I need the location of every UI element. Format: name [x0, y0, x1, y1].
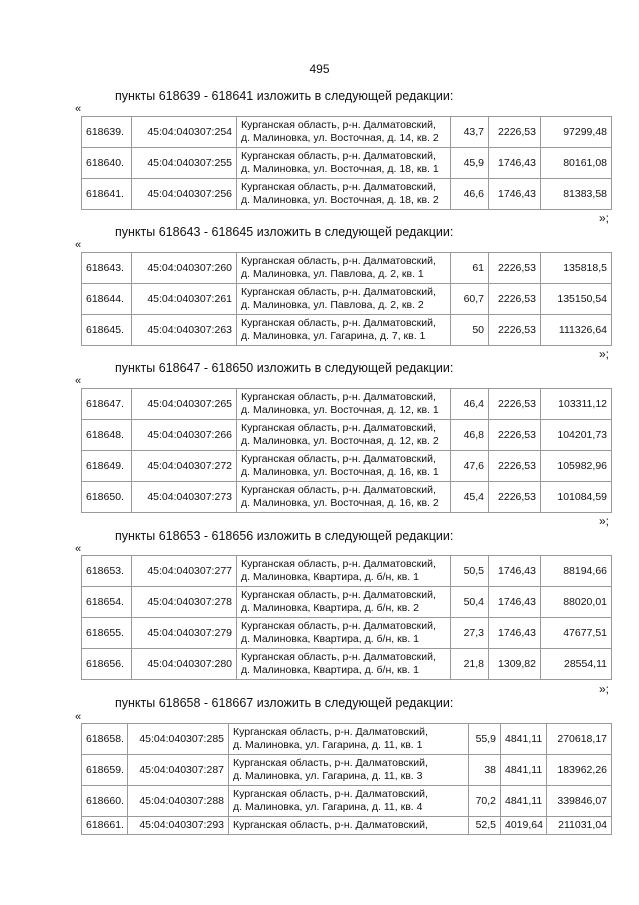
area: 21,8 — [451, 649, 489, 680]
item-number: 618660. — [82, 786, 128, 817]
rate: 1746,43 — [489, 587, 541, 618]
cost: 80161,08 — [541, 148, 612, 179]
cadastral-number: 45:04:040307:285 — [128, 724, 229, 755]
close-quote: »; — [598, 682, 609, 696]
address-line-1: Курганская область, р-н. Далматовский, — [241, 181, 436, 193]
address — [229, 786, 469, 817]
area: 55,9 — [469, 724, 501, 755]
cadastral-number: 45:04:040307:263 — [132, 315, 237, 346]
address-line-1: Курганская область, р-н. Далматовский, — [233, 757, 428, 769]
section-intro: пункты 618639 - 618641 изложить в следующей редакции: — [115, 89, 454, 103]
address-line-2: д. Малиновка, ул. Восточная, д. 18, кв. 1 — [241, 163, 439, 175]
table-row — [82, 420, 612, 451]
address — [229, 724, 469, 755]
table-row — [82, 786, 612, 817]
cost: 81383,58 — [541, 179, 612, 210]
amendment-table — [81, 252, 612, 346]
address-line-2: д. Малиновка, ул. Гагарина, д. 11, кв. 3 — [233, 770, 423, 782]
address-line-1: Курганская область, р-н. Далматовский, — [241, 620, 436, 632]
address-line-1: Курганская область, р-н. Далматовский, — [241, 453, 436, 465]
amendment-table — [81, 723, 612, 835]
area: 46,4 — [451, 389, 489, 420]
table-row — [82, 315, 612, 346]
section-intro: пункты 618643 - 618645 изложить в следующей редакции: — [115, 225, 454, 239]
area: 46,6 — [451, 179, 489, 210]
address-line-1: Курганская область, р-н. Далматовский, — [241, 317, 436, 329]
address-line-2: д. Малиновка, ул. Гагарина, д. 11, кв. 4 — [233, 801, 423, 813]
open-quote: « — [75, 375, 82, 387]
address-line-1: Курганская область, р-н. Далматовский, — [233, 819, 428, 831]
rate: 4019,64 — [501, 817, 547, 835]
address-line-1: Курганская область, р-н. Далматовский, — [241, 286, 436, 298]
address — [237, 556, 451, 587]
area: 47,6 — [451, 451, 489, 482]
cadastral-number: 45:04:040307:272 — [132, 451, 237, 482]
address-line-2: д. Малиновка, ул. Восточная, д. 12, кв. 2 — [241, 435, 439, 447]
rate: 2226,53 — [489, 420, 541, 451]
item-number: 618647. — [82, 389, 132, 420]
address-line-2: д. Малиновка, Квартира, д. б/н, кв. 1 — [241, 664, 419, 676]
address — [237, 482, 451, 513]
section-intro: пункты 618647 - 618650 изложить в следующей редакции: — [115, 361, 454, 375]
open-quote: « — [75, 103, 82, 115]
address-line-1: Курганская область, р-н. Далматовский, — [241, 558, 436, 570]
address — [237, 148, 451, 179]
table-row — [82, 253, 612, 284]
cost: 88194,66 — [541, 556, 612, 587]
item-number: 618655. — [82, 618, 132, 649]
rate: 1309,82 — [489, 649, 541, 680]
open-quote: « — [75, 239, 82, 251]
item-number: 618659. — [82, 755, 128, 786]
address — [237, 649, 451, 680]
address-line-2: д. Малиновка, ул. Восточная, д. 18, кв. 2 — [241, 194, 439, 206]
address-line-2: д. Малиновка, ул. Павлова, д. 2, кв. 1 — [241, 268, 424, 280]
item-number: 618643. — [82, 253, 132, 284]
item-number: 618650. — [82, 482, 132, 513]
address-line-2: д. Малиновка, Квартира, д. б/н, кв. 1 — [241, 571, 419, 583]
address-line-1: Курганская область, р-н. Далматовский, — [241, 150, 436, 162]
cost: 104201,73 — [541, 420, 612, 451]
table-row — [82, 451, 612, 482]
rate: 2226,53 — [489, 315, 541, 346]
cadastral-number: 45:04:040307:260 — [132, 253, 237, 284]
address-line-1: Курганская область, р-н. Далматовский, — [241, 422, 436, 434]
cost: 135150,54 — [541, 284, 612, 315]
rate: 1746,43 — [489, 148, 541, 179]
area: 46,8 — [451, 420, 489, 451]
item-number: 618639. — [82, 117, 132, 148]
address — [237, 179, 451, 210]
address-line-2: д. Малиновка, ул. Восточная, д. 12, кв. 1 — [241, 404, 439, 416]
item-number: 618644. — [82, 284, 132, 315]
address-line-1: Курганская область, р-н. Далматовский, — [241, 119, 436, 131]
area: 52,5 — [469, 817, 501, 835]
cost: 135818,5 — [541, 253, 612, 284]
address-line-2: д. Малиновка, ул. Восточная, д. 16, кв. 2 — [241, 497, 439, 509]
address — [237, 315, 451, 346]
address — [237, 253, 451, 284]
cost: 105982,96 — [541, 451, 612, 482]
item-number: 618640. — [82, 148, 132, 179]
address-line-1: Курганская область, р-н. Далматовский, — [241, 255, 436, 267]
table-row — [82, 482, 612, 513]
area: 50,5 — [451, 556, 489, 587]
area: 60,7 — [451, 284, 489, 315]
table-row — [82, 556, 612, 587]
table-row — [82, 117, 612, 148]
item-number: 618656. — [82, 649, 132, 680]
address-line-2: д. Малиновка, ул. Павлова, д. 2, кв. 2 — [241, 299, 424, 311]
cost: 111326,64 — [541, 315, 612, 346]
cost: 183962,26 — [547, 755, 612, 786]
address — [237, 587, 451, 618]
rate: 4841,11 — [501, 724, 547, 755]
cost: 101084,59 — [541, 482, 612, 513]
cadastral-number: 45:04:040307:273 — [132, 482, 237, 513]
address-line-1: Курганская область, р-н. Далматовский, — [241, 589, 436, 601]
area: 43,7 — [451, 117, 489, 148]
table-row — [82, 148, 612, 179]
open-quote: « — [75, 711, 82, 723]
cadastral-number: 45:04:040307:280 — [132, 649, 237, 680]
rate: 1746,43 — [489, 618, 541, 649]
area: 45,4 — [451, 482, 489, 513]
area: 61 — [451, 253, 489, 284]
table-row — [82, 618, 612, 649]
cost: 88020,01 — [541, 587, 612, 618]
cadastral-number: 45:04:040307:287 — [128, 755, 229, 786]
area: 38 — [469, 755, 501, 786]
cadastral-number: 45:04:040307:277 — [132, 556, 237, 587]
area: 50,4 — [451, 587, 489, 618]
rate: 2226,53 — [489, 253, 541, 284]
cost: 97299,48 — [541, 117, 612, 148]
section-intro: пункты 618653 - 618656 изложить в следующей редакции: — [115, 529, 454, 543]
address — [237, 117, 451, 148]
cadastral-number: 45:04:040307:288 — [128, 786, 229, 817]
address-line-1: Курганская область, р-н. Далматовский, — [241, 651, 436, 663]
address — [237, 420, 451, 451]
amendment-table — [81, 116, 612, 210]
page-number: 495 — [309, 62, 330, 76]
rate: 1746,43 — [489, 556, 541, 587]
amendment-table — [81, 555, 612, 680]
area: 70,2 — [469, 786, 501, 817]
cost: 211031,04 — [547, 817, 612, 835]
rate: 1746,43 — [489, 179, 541, 210]
close-quote: »; — [598, 347, 609, 361]
cadastral-number: 45:04:040307:265 — [132, 389, 237, 420]
area: 27,3 — [451, 618, 489, 649]
cadastral-number: 45:04:040307:278 — [132, 587, 237, 618]
cadastral-number: 45:04:040307:254 — [132, 117, 237, 148]
open-quote: « — [75, 543, 82, 555]
address — [237, 618, 451, 649]
section-intro: пункты 618658 - 618667 изложить в следующей редакции: — [115, 696, 454, 710]
table-row — [82, 284, 612, 315]
rate: 4841,11 — [501, 786, 547, 817]
address — [237, 451, 451, 482]
cadastral-number: 45:04:040307:266 — [132, 420, 237, 451]
rate: 2226,53 — [489, 482, 541, 513]
address-line-1: Курганская область, р-н. Далматовский, — [233, 788, 428, 800]
item-number: 618658. — [82, 724, 128, 755]
item-number: 618649. — [82, 451, 132, 482]
table-row — [82, 587, 612, 618]
address-line-1: Курганская область, р-н. Далматовский, — [241, 484, 436, 496]
close-quote: »; — [598, 211, 609, 225]
address — [237, 284, 451, 315]
cadastral-number: 45:04:040307:293 — [128, 817, 229, 835]
cost: 47677,51 — [541, 618, 612, 649]
cadastral-number: 45:04:040307:279 — [132, 618, 237, 649]
rate: 4841,11 — [501, 755, 547, 786]
item-number: 618661. — [82, 817, 128, 835]
table-row — [82, 724, 612, 755]
address-line-2: д. Малиновка, ул. Восточная, д. 16, кв. 1 — [241, 466, 439, 478]
address — [229, 817, 469, 835]
item-number: 618648. — [82, 420, 132, 451]
address — [229, 755, 469, 786]
address-line-2: д. Малиновка, ул. Гагарина, д. 11, кв. 1 — [233, 739, 423, 751]
item-number: 618645. — [82, 315, 132, 346]
cost: 339846,07 — [547, 786, 612, 817]
address — [237, 389, 451, 420]
table-row — [82, 649, 612, 680]
cost: 103311,12 — [541, 389, 612, 420]
table-row — [82, 817, 612, 835]
table-row — [82, 389, 612, 420]
amendment-table — [81, 388, 612, 513]
address-line-2: д. Малиновка, Квартира, д. б/н, кв. 1 — [241, 633, 419, 645]
cost: 270618,17 — [547, 724, 612, 755]
address-line-2: д. Малиновка, Квартира, д. б/н, кв. 2 — [241, 602, 419, 614]
table-row — [82, 755, 612, 786]
item-number: 618654. — [82, 587, 132, 618]
rate: 2226,53 — [489, 451, 541, 482]
close-quote: »; — [598, 514, 609, 528]
table-row — [82, 179, 612, 210]
item-number: 618653. — [82, 556, 132, 587]
cadastral-number: 45:04:040307:261 — [132, 284, 237, 315]
cadastral-number: 45:04:040307:255 — [132, 148, 237, 179]
address-line-2: д. Малиновка, ул. Гагарина, д. 7, кв. 1 — [241, 330, 426, 342]
area: 50 — [451, 315, 489, 346]
rate: 2226,53 — [489, 389, 541, 420]
cadastral-number: 45:04:040307:256 — [132, 179, 237, 210]
rate: 2226,53 — [489, 117, 541, 148]
address-line-1: Курганская область, р-н. Далматовский, — [241, 391, 436, 403]
rate: 2226,53 — [489, 284, 541, 315]
address-line-1: Курганская область, р-н. Далматовский, — [233, 726, 428, 738]
cost: 28554,11 — [541, 649, 612, 680]
address-line-2: д. Малиновка, ул. Восточная, д. 14, кв. 2 — [241, 132, 439, 144]
area: 45,9 — [451, 148, 489, 179]
item-number: 618641. — [82, 179, 132, 210]
